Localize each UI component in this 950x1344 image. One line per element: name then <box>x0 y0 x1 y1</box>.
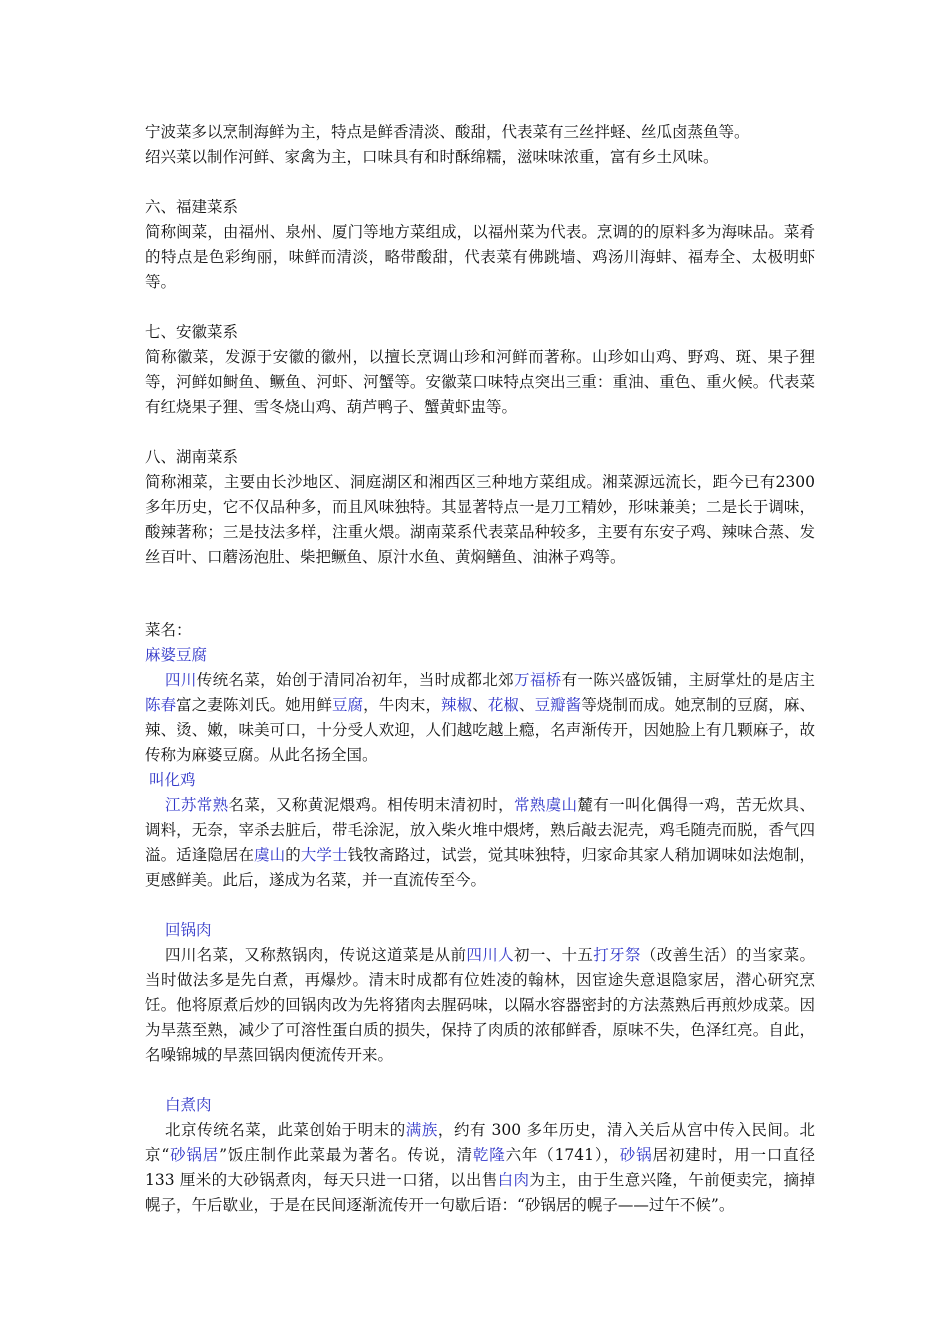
body-text: 六年（1741）， <box>505 1146 620 1164</box>
dish-description <box>145 793 815 893</box>
inline-link[interactable]: 辣椒 <box>441 696 473 714</box>
inline-link[interactable]: 大学士 <box>300 846 348 864</box>
inline-link[interactable]: 白肉 <box>497 1171 530 1189</box>
body-text: 传统名菜，始创于清同冶初年，当时成都北郊 <box>196 671 514 689</box>
body-text: 的 <box>285 846 301 864</box>
inline-link[interactable]: 花椒 <box>487 696 519 714</box>
inline-link[interactable]: 乾隆 <box>472 1146 506 1164</box>
body-text: 为主，由于生意兴隆，午前便卖完，摘掉幌子，午后歇业，于是在民间逐渐流传开一句歇后语：“砂锅居的幌子——过午不候”。 <box>145 1171 815 1214</box>
inline-link[interactable]: 陈春 <box>145 696 177 714</box>
dish-label: 菜名： <box>145 621 192 639</box>
inline-link[interactable]: 砂锅 <box>619 1146 653 1164</box>
dish-name-link[interactable]: 回锅肉 <box>165 921 212 939</box>
body-text: 初一、十五 <box>513 946 594 964</box>
shaoxing-paragraph: 绍兴菜以制作河鲜、家禽为主，口味具有和时酥绵糯，滋味味浓重，富有乡土风味。 <box>145 148 719 166</box>
section-body-hunan: 简称湘菜，主要由长沙地区、洞庭湖区和湘西区三种地方菜组成。湘菜源远流长，距今已有2300多年历史，它不仅品种多，而且风味独特。其显著特点一是刀工精妙，形味兼美；二是长于调味，酸辣著称；三是技法多样，注重火煨。湖南菜系代表菜品种较多，主要有东安子鸡、辣味合蒸、发丝百叶、口蘑汤泡肚、柴把鳜鱼、原汁水鱼、黄焖鳝鱼、油淋子鸡等。 <box>145 473 815 566</box>
body-text: 富之妻陈刘氏。她用鲜 <box>176 696 332 714</box>
ningbo-paragraph: 宁波菜多以烹制海鲜为主，特点是鲜香清淡、酸甜，代表菜有三丝拌蛏、丝瓜卤蒸鱼等。 <box>145 123 750 141</box>
dish-description <box>145 1118 815 1218</box>
body-text: 名菜，又称黄泥煨鸡。相传明末清初时， <box>228 796 514 814</box>
inline-link[interactable]: 砂锅居 <box>169 1146 220 1164</box>
body-text: ，牛肉末， <box>363 696 442 714</box>
section-heading-fujian: 六、福建菜系 <box>145 198 239 216</box>
body-text: 北京传统名菜，此菜创始于明末的 <box>165 1121 406 1139</box>
body-text: 钱牧斋路过，试尝，觉其味独特，归家命其家人稍加调味如法炮制，更感鲜美。此后，遂成为名菜，并一直流传至今。 <box>145 846 815 889</box>
body-text: 有一陈兴盛饭铺，主厨掌灶的是店主 <box>561 671 815 689</box>
inline-link[interactable]: 万福桥 <box>513 671 562 689</box>
dish-name-link[interactable]: 叫化鸡 <box>149 771 196 789</box>
body-text: 等烧制而成。她烹制的豆腐，麻、辣、烫、嫩，味美可口，十分受人欢迎，人们越吃越上瘾，名声渐传开，因她脸上有几颗麻子，故传称为麻婆豆腐。从此名扬全国。 <box>145 696 815 764</box>
inline-link[interactable]: 打牙祭 <box>593 946 641 964</box>
inline-link[interactable]: 常熟虞山 <box>513 796 578 814</box>
inline-link[interactable]: 四川人 <box>466 946 514 964</box>
document-page <box>145 120 815 1218</box>
inline-link[interactable]: 江苏常熟 <box>165 796 229 814</box>
body-text: 四川名菜，又称熬锅肉，传说这道菜是从前 <box>165 946 467 964</box>
inline-link[interactable]: 豆瓣酱 <box>534 696 582 714</box>
section-heading-hunan: 八、湖南菜系 <box>145 448 239 466</box>
section-body-fujian: 简称闽菜，由福州、泉州、厦门等地方菜组成，以福州菜为代表。烹调的的原料多为海味品。菜肴的特点是色彩绚丽，味鲜而清淡，略带酸甜，代表菜有佛跳墙、鸡汤川海蚌、福寿全、太极明虾等。 <box>145 223 815 291</box>
inline-link[interactable]: 四川 <box>165 671 197 689</box>
dish-description <box>145 943 815 1068</box>
dish-description <box>145 668 815 768</box>
inline-link[interactable]: 豆腐 <box>331 696 364 714</box>
body-text: ”饭庄制作此菜最为著名。传说，清 <box>219 1146 473 1164</box>
dish-name-link[interactable]: 白煮肉 <box>165 1096 212 1114</box>
inline-link[interactable]: 满族 <box>405 1121 438 1139</box>
section-body-anhui: 简称徽菜，发源于安徽的徽州，以擅长烹调山珍和河鲜而著称。山珍如山鸡、野鸡、斑、果子狸等，河鲜如鲥鱼、鳜鱼、河虾、河蟹等。安徽菜口味特点突出三重：重油、重色、重火候。代表菜有红烧果子狸、雪冬烧山鸡、葫芦鸭子、蟹黄虾盅等。 <box>145 348 815 416</box>
section-heading-anhui: 七、安徽菜系 <box>145 323 239 341</box>
body-text: ，约有 300 多年历史，清入关后从宫中传入民间。北京“ <box>145 1121 815 1164</box>
body-text: （改善生活）的当家菜。当时做法多是先白煮，再爆炒。清末时成都有位姓凌的翰林，因宦途失意退隐家居，潜心研究烹饪。他将原煮后炒的回锅肉改为先将猪肉去腥码味，以隔水容器密封的方法蒸熟后再煎炒成菜。因为旱蒸至熟，减少了可溶性蛋白质的损失，保持了肉质的浓郁鲜香，原味不失，色泽红亮。自此，名噪锦城的旱蒸回锅肉便流传开来。 <box>145 946 815 1064</box>
inline-link[interactable]: 虞山 <box>254 846 286 864</box>
body-text: 居初建时，用一口直径 133 厘米的大砂锅煮肉，每天只进一口猪，以出售 <box>145 1146 815 1189</box>
body-text: 、 <box>472 696 488 714</box>
body-text: 麓有一叫化偶得一鸡，苦无炊具、调料，无奈，宰杀去脏后，带毛涂泥，放入柴火堆中煨烤，熟后敲去泥壳，鸡毛随壳而脱，香气四溢。适逢隐居在 <box>145 796 815 864</box>
dish-name-link[interactable]: 麻婆豆腐 <box>145 646 208 664</box>
body-text: 、 <box>518 696 535 714</box>
